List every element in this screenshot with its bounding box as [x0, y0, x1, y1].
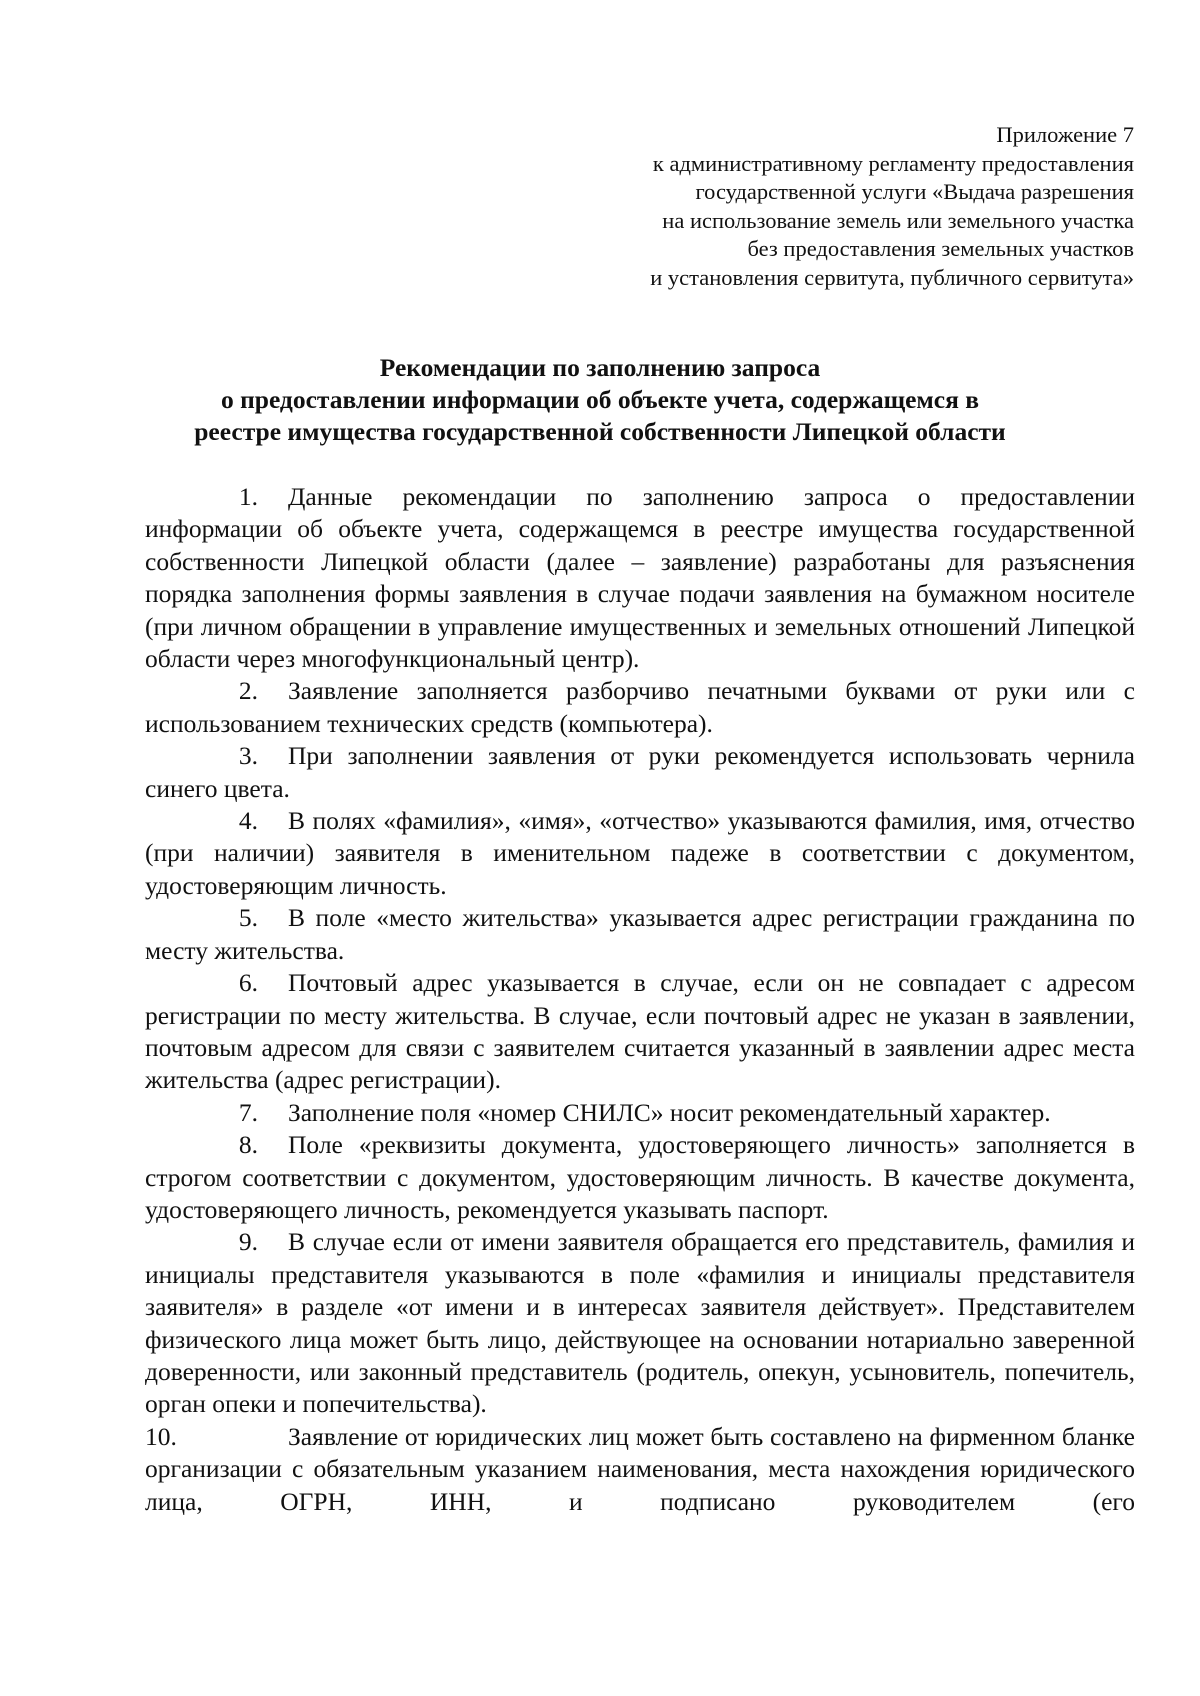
paragraph-2: [145, 675, 1135, 740]
paragraph-1: [145, 481, 1135, 675]
paragraph-text: В полях «фамилия», «имя», «отчество» указываются фамилия, имя, отчество (при наличии) заявителя в именительном падеже в соответствии с документом, удостоверяющим личность.: [145, 806, 1135, 900]
appendix-line: к административному регламенту предоставления: [652, 150, 1134, 176]
paragraph-text: Данные рекомендации по заполнению запроса о предоставлении информации об объекте учета, содержащемся в реестре имущества государственной собственности Липецкой области (далее – заявление) разработаны для разъяснения порядка заполнения формы заявления в случае подачи заявления на бумажном носителе (при личном обращении в управление имущественных и земельных отношений Липецкой области через многофункциональный центр).: [145, 482, 1135, 674]
paragraph-number: 7.: [238, 1097, 258, 1127]
paragraph-number: 9.: [238, 1227, 258, 1257]
appendix-line: и установления сервитута, публичного сервитута»: [650, 264, 1134, 290]
paragraph-8: [145, 1129, 1135, 1226]
paragraph-text: Почтовый адрес указывается в случае, если он не совпадает с адресом регистрации по месту жительства. В случае, если почтовый адрес не указан в заявлении, почтовым адресом для связи с заявителем считается указанный в заявлении адрес места жительства (адрес регистрации).: [145, 968, 1135, 1095]
paragraph-number: 8.: [238, 1130, 258, 1160]
appendix-line: Приложение 7: [996, 122, 1134, 147]
document-body: [145, 481, 1135, 1518]
paragraph-text: В поле «место жительства» указывается адрес регистрации гражданина по месту жительства.: [145, 903, 1135, 965]
paragraph-text: Заполнение поля «номер СНИЛС» носит рекомендательный характер.: [288, 1097, 1051, 1127]
title-line: Рекомендации по заполнению запроса: [379, 353, 821, 382]
paragraph-number: 6.: [238, 968, 258, 998]
document-title: [145, 352, 1055, 448]
appendix-header: [560, 121, 1134, 292]
paragraph-number: 3.: [238, 741, 258, 771]
paragraph-number: 4.: [238, 806, 258, 836]
paragraph-6: [145, 967, 1135, 1097]
appendix-line: на использование земель или земельного участка: [662, 207, 1134, 233]
paragraph-text: Заявление от юридических лиц может быть составлено на фирменном бланке организации с обязательным указанием наименования, места нахождения юридического лица, ОГРН, ИНН, и подписано руководителем (его: [145, 1421, 1135, 1516]
paragraph-number: 2.: [238, 676, 258, 706]
paragraph-3: [145, 740, 1135, 805]
paragraph-number: 10.: [145, 1421, 177, 1451]
paragraph-text: При заполнении заявления от руки рекомендуется использовать чернила синего цвета.: [145, 741, 1135, 803]
paragraph-5: [145, 902, 1135, 967]
paragraph-10: [145, 1421, 1135, 1518]
paragraph-text: В случае если от имени заявителя обращается его представитель, фамилия и инициалы представителя указываются в поле «фамилия и инициалы представителя заявителя» в разделе «от имени и в интересах заявителя действует». Представителем физического лица может быть лицо, действующее на основании нотариально заверенной доверенности, или законный представитель (родитель, опекун, усыновитель, попечитель, орган опеки и попечительства).: [145, 1227, 1135, 1419]
paragraph-text: Поле «реквизиты документа, удостоверяющего личность» заполняется в строгом соответствии с документом, удостоверяющим личность. В качестве документа, удостоверяющего личность, рекомендуется указывать паспорт.: [145, 1130, 1135, 1224]
paragraph-4: [145, 805, 1135, 902]
paragraph-number: 5.: [238, 903, 258, 933]
paragraph-7: [145, 1097, 1135, 1129]
appendix-line: без предоставления земельных участков: [747, 236, 1134, 261]
appendix-line: государственной услуги «Выдача разрешения: [695, 179, 1134, 204]
title-line: реестре имущества государственной собственности Липецкой области: [194, 417, 1006, 446]
paragraph-number: 1.: [238, 482, 258, 511]
title-line: о предоставлении информации об объекте учета, содержащемся в: [220, 385, 980, 414]
paragraph-text: Заявление заполняется разборчиво печатными буквами от руки или с использованием технических средств (компьютера).: [145, 676, 1135, 738]
paragraph-9: [145, 1226, 1135, 1420]
